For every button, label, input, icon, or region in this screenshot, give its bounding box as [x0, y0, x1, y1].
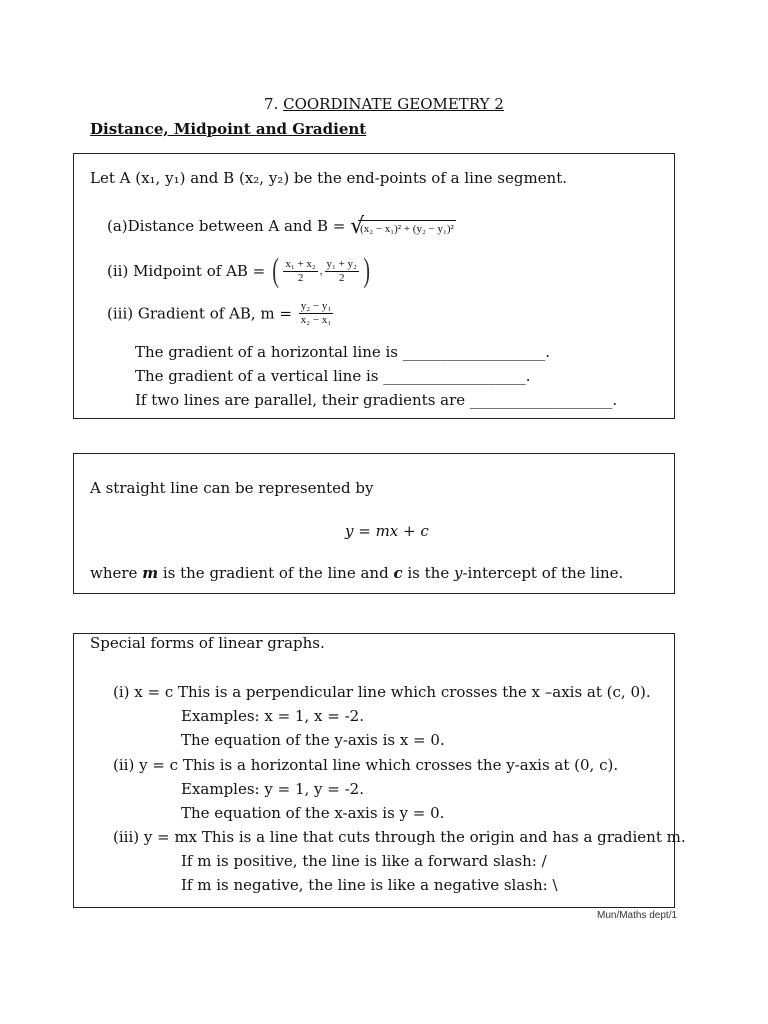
gradient-label: (iii) Gradient of AB, m =	[107, 304, 292, 323]
m-symbol: m	[142, 564, 159, 582]
midpoint-x-denominator: 2	[297, 271, 304, 284]
parallel-gradient-line: If two lines are parallel, their gradients are ___________________.	[135, 391, 618, 409]
midpoint-y-fraction	[325, 258, 359, 285]
form-i-examples: Examples: x = 1, x = -2.	[181, 707, 364, 725]
line-equation: y = mx + c	[345, 522, 429, 540]
distance-row	[107, 213, 456, 239]
y-symbol: y	[453, 564, 463, 582]
midpoint-label: (ii) Midpoint of AB =	[107, 262, 266, 280]
form-ii-line: (ii) y = c This is a horizontal line which crosses the y-axis at (0, c).	[113, 756, 619, 774]
distance-radicand: (x₂ − x₁)² + (y₂ − y₁)²	[358, 220, 456, 237]
intercept-text: -intercept of the line.	[462, 564, 624, 582]
title-number: 7.	[264, 95, 284, 113]
section-heading: Distance, Midpoint and Gradient	[90, 120, 367, 138]
gradient-denominator: x₂ − x₁	[300, 314, 332, 326]
gradient-numerator: y₂ − y₁	[300, 300, 332, 312]
midpoint-x-numerator: x₁ + x₂	[285, 257, 316, 270]
horizontal-gradient-line: The gradient of a horizontal line is ___________________.	[135, 343, 551, 361]
title-text: COORDINATE GEOMETRY 2	[283, 95, 504, 113]
midpoint-y-denominator: 2	[338, 271, 345, 284]
form-ii-equation: The equation of the x-axis is y = 0.	[181, 804, 445, 822]
distance-label: (a)Distance between A and B =	[107, 217, 346, 235]
intro-text: Let A (x₁, y₁) and B (x₂, y₂) be the end-points of a line segment.	[90, 169, 568, 187]
equation-explanation	[90, 564, 623, 582]
gradient-row	[107, 300, 335, 327]
is-the-text: is the	[402, 564, 454, 582]
page-footer: Mun/Maths dept/1	[597, 910, 678, 921]
form-ii-examples: Examples: y = 1, y = -2.	[181, 780, 364, 798]
straight-line-intro: A straight line can be represented by	[90, 479, 374, 497]
page-title	[264, 95, 504, 113]
sqrt-symbol: √	[350, 213, 365, 239]
form-iii-negative: If m is negative, the line is like a negative slash: \	[181, 876, 558, 894]
left-paren: (	[272, 252, 280, 289]
form-iii-line: (iii) y = mx This is a line that cuts through the origin and has a gradient m.	[113, 828, 686, 846]
gradient-text: is the gradient of the line and	[158, 564, 394, 582]
midpoint-row: (ii) Midpoint of AB = ( $\frac{\text{x₁ + x₂}}{2}$ , $\frac{\text{y₁ + y₂}}{2}$ )	[107, 252, 370, 289]
vertical-gradient-line: The gradient of a vertical line is ___________________.	[135, 367, 531, 385]
right-paren: )	[363, 252, 370, 289]
midpoint-y-numerator: y₁ + y₂	[326, 257, 357, 270]
form-i-line: (i) x = c This is a perpendicular line which crosses the x –axis at (c, 0).	[113, 683, 651, 701]
distance-formula	[350, 213, 456, 239]
form-iii-positive: If m is positive, the line is like a forward slash: /	[181, 852, 547, 870]
special-forms-title: Special forms of linear graphs.	[90, 634, 325, 652]
midpoint-x-fraction	[283, 258, 317, 285]
c-symbol: c	[393, 564, 403, 582]
where-text: where	[90, 564, 143, 582]
form-i-equation: The equation of the y-axis is x = 0.	[181, 731, 445, 749]
gradient-fraction	[299, 300, 333, 327]
